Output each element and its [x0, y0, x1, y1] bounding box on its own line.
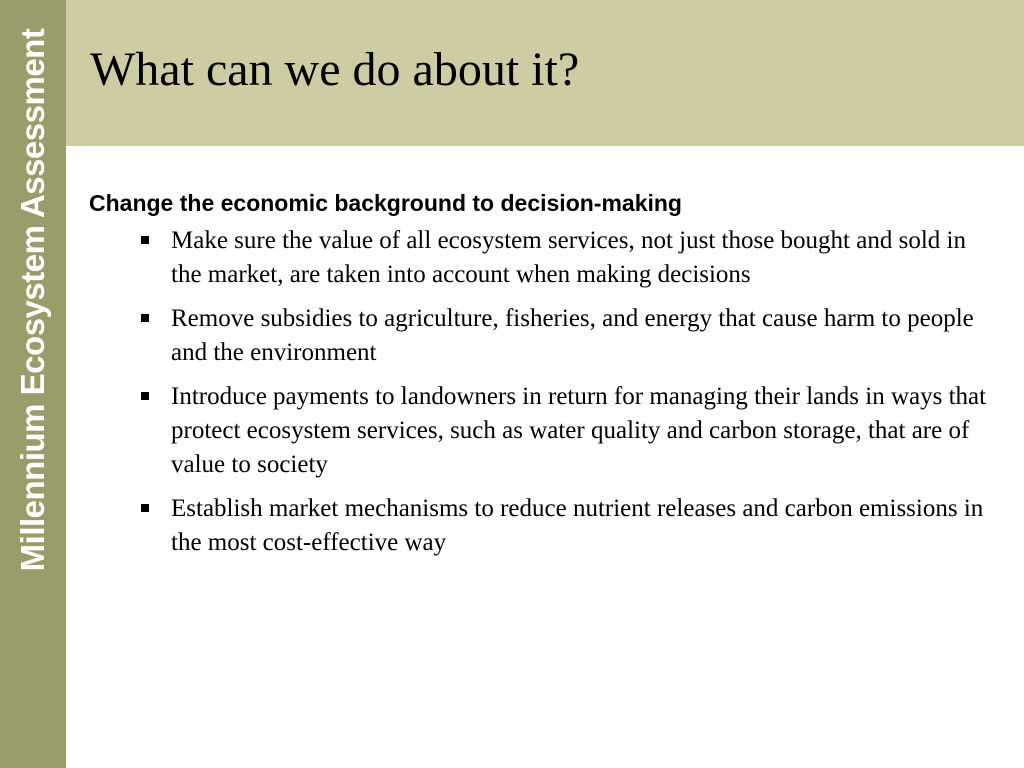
square-bullet-icon [141, 314, 149, 322]
slide-header [66, 0, 1024, 146]
brand-logo-text: Millennium Ecosystem Assessment [14, 28, 51, 572]
bullet-item [89, 380, 994, 482]
bullet-text: Make sure the value of all ecosystem services, not just those bought and sold in the market, are taken into account when making decisions [171, 227, 966, 288]
bullet-text: Remove subsidies to agriculture, fisheries, and energy that cause harm to people and the environment [171, 305, 974, 366]
square-bullet-icon [141, 504, 149, 512]
sidebar [0, 0, 66, 768]
bullet-item [89, 224, 994, 292]
square-bullet-icon [141, 392, 149, 400]
square-bullet-icon [141, 236, 149, 244]
bullet-text: Introduce payments to landowners in return for managing their lands in ways that protect ecosystem services, such as water quality and carbon storage, that are of value to society [171, 383, 987, 478]
bullet-list [89, 224, 994, 560]
bullet-item [89, 492, 994, 560]
bullet-text: Establish market mechanisms to reduce nutrient releases and carbon emissions in the most cost-effective way [171, 495, 984, 556]
slide-title: What can we do about it? [90, 43, 580, 96]
slide-content [89, 186, 994, 570]
subheading: Change the economic background to decision-making [89, 190, 682, 216]
bullet-item [89, 302, 994, 370]
